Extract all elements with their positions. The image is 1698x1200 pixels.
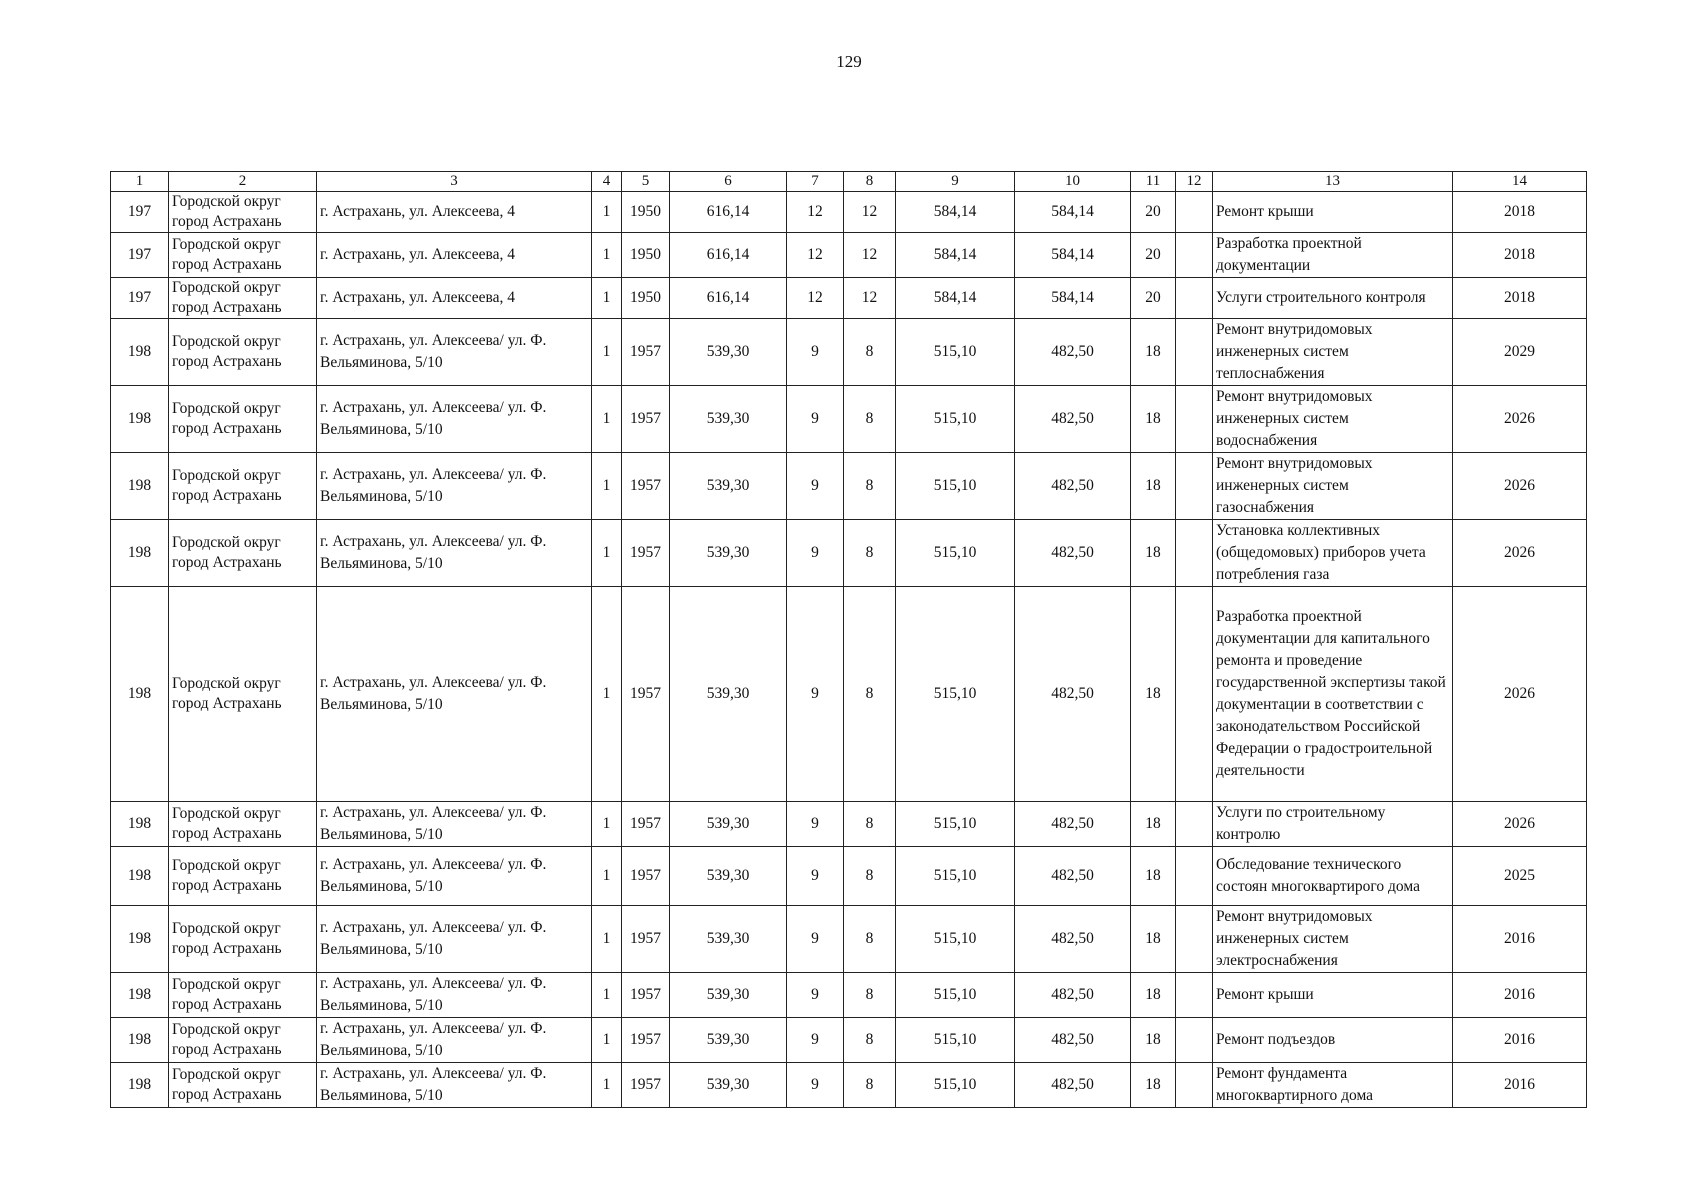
cell-year-built: 1957 <box>622 319 670 386</box>
cell-col-4: 1 <box>592 1063 622 1108</box>
cell-work-type: Ремонт крыши <box>1213 973 1453 1018</box>
cell-municipality: Городской округ город Астрахань <box>169 233 317 278</box>
cell-col-11: 18 <box>1131 973 1176 1018</box>
table-row <box>111 386 1587 453</box>
cell-row-number: 198 <box>111 520 169 587</box>
cell-planned-year: 2018 <box>1453 192 1587 233</box>
cell-area-10: 482,50 <box>1015 453 1131 520</box>
cell-col-8: 8 <box>844 520 896 587</box>
table-row <box>111 1018 1587 1063</box>
cell-col-4: 1 <box>592 520 622 587</box>
cell-col-11: 18 <box>1131 520 1176 587</box>
cell-total-area: 616,14 <box>670 233 787 278</box>
cell-total-area: 539,30 <box>670 906 787 973</box>
cell-area-9: 584,14 <box>896 278 1015 319</box>
cell-work-type: Услуги по строительному контролю <box>1213 802 1453 847</box>
cell-municipality: Городской округ город Астрахань <box>169 192 317 233</box>
cell-col-4: 1 <box>592 453 622 520</box>
cell-work-type: Услуги строительного контроля <box>1213 278 1453 319</box>
cell-area-9: 515,10 <box>896 802 1015 847</box>
cell-row-number: 197 <box>111 192 169 233</box>
cell-address: г. Астрахань, ул. Алексеева/ ул. Ф. Вельяминова, 5/10 <box>317 520 592 587</box>
cell-area-9: 515,10 <box>896 453 1015 520</box>
cell-row-number: 197 <box>111 233 169 278</box>
cell-planned-year: 2018 <box>1453 278 1587 319</box>
cell-total-area: 616,14 <box>670 278 787 319</box>
cell-total-area: 539,30 <box>670 1063 787 1108</box>
cell-area-9: 515,10 <box>896 1018 1015 1063</box>
table-row <box>111 319 1587 386</box>
cell-col-7: 9 <box>787 520 844 587</box>
cell-address: г. Астрахань, ул. Алексеева, 4 <box>317 192 592 233</box>
cell-year-built: 1957 <box>622 847 670 906</box>
cell-col-8: 8 <box>844 906 896 973</box>
cell-address: г. Астрахань, ул. Алексеева/ ул. Ф. Вельяминова, 5/10 <box>317 319 592 386</box>
cell-municipality: Городской округ город Астрахань <box>169 1063 317 1108</box>
cell-municipality: Городской округ город Астрахань <box>169 319 317 386</box>
cell-area-10: 482,50 <box>1015 386 1131 453</box>
cell-col-7: 9 <box>787 1018 844 1063</box>
cell-total-area: 539,30 <box>670 1018 787 1063</box>
cell-col-8: 8 <box>844 587 896 802</box>
header-row <box>111 172 1587 192</box>
cell-col-11: 18 <box>1131 1063 1176 1108</box>
cell-col-8: 12 <box>844 278 896 319</box>
cell-municipality: Городской округ город Астрахань <box>169 973 317 1018</box>
cell-area-10: 482,50 <box>1015 1018 1131 1063</box>
cell-total-area: 539,30 <box>670 453 787 520</box>
cell-work-type: Обследование технического состоян многоквартирого дома <box>1213 847 1453 906</box>
table-row <box>111 587 1587 802</box>
cell-col-12 <box>1176 233 1213 278</box>
cell-row-number: 198 <box>111 1063 169 1108</box>
cell-year-built: 1957 <box>622 1018 670 1063</box>
cell-col-11: 20 <box>1131 278 1176 319</box>
cell-area-10: 584,14 <box>1015 278 1131 319</box>
cell-planned-year: 2029 <box>1453 319 1587 386</box>
cell-col-11: 18 <box>1131 906 1176 973</box>
cell-col-4: 1 <box>592 847 622 906</box>
cell-col-4: 1 <box>592 906 622 973</box>
cell-col-11: 18 <box>1131 1018 1176 1063</box>
cell-col-12 <box>1176 1063 1213 1108</box>
cell-col-7: 9 <box>787 847 844 906</box>
column-header-1: 1 <box>111 172 169 192</box>
cell-row-number: 198 <box>111 973 169 1018</box>
cell-work-type: Ремонт внутридомовых инженерных систем водоснабжения <box>1213 386 1453 453</box>
cell-col-12 <box>1176 847 1213 906</box>
cell-area-10: 482,50 <box>1015 847 1131 906</box>
cell-col-8: 8 <box>844 386 896 453</box>
cell-col-11: 20 <box>1131 192 1176 233</box>
cell-col-12 <box>1176 1018 1213 1063</box>
cell-work-type: Установка коллективных (общедомовых) приборов учета потребления газа <box>1213 520 1453 587</box>
column-header-5: 5 <box>622 172 670 192</box>
cell-col-4: 1 <box>592 802 622 847</box>
cell-planned-year: 2026 <box>1453 520 1587 587</box>
cell-address: г. Астрахань, ул. Алексеева/ ул. Ф. Вельяминова, 5/10 <box>317 1018 592 1063</box>
page-number: 129 <box>836 52 862 71</box>
cell-work-type: Ремонт внутридомовых инженерных систем электроснабжения <box>1213 906 1453 973</box>
cell-area-9: 584,14 <box>896 192 1015 233</box>
column-header-14: 14 <box>1453 172 1587 192</box>
cell-area-10: 482,50 <box>1015 520 1131 587</box>
table-row <box>111 453 1587 520</box>
cell-col-8: 8 <box>844 973 896 1018</box>
column-header-2: 2 <box>169 172 317 192</box>
table-row <box>111 906 1587 973</box>
column-header-12: 12 <box>1176 172 1213 192</box>
column-header-6: 6 <box>670 172 787 192</box>
cell-year-built: 1950 <box>622 192 670 233</box>
cell-row-number: 198 <box>111 1018 169 1063</box>
cell-col-7: 9 <box>787 386 844 453</box>
cell-area-9: 515,10 <box>896 973 1015 1018</box>
cell-area-10: 482,50 <box>1015 906 1131 973</box>
cell-col-11: 18 <box>1131 386 1176 453</box>
cell-col-8: 12 <box>844 233 896 278</box>
cell-col-12 <box>1176 973 1213 1018</box>
cell-year-built: 1957 <box>622 587 670 802</box>
cell-area-9: 515,10 <box>896 906 1015 973</box>
cell-area-10: 482,50 <box>1015 802 1131 847</box>
cell-col-11: 18 <box>1131 453 1176 520</box>
cell-col-8: 8 <box>844 847 896 906</box>
cell-municipality: Городской округ город Астрахань <box>169 906 317 973</box>
cell-total-area: 539,30 <box>670 587 787 802</box>
cell-col-7: 12 <box>787 278 844 319</box>
cell-area-10: 482,50 <box>1015 319 1131 386</box>
table-row <box>111 278 1587 319</box>
cell-row-number: 198 <box>111 587 169 802</box>
cell-row-number: 198 <box>111 847 169 906</box>
cell-total-area: 539,30 <box>670 319 787 386</box>
cell-col-7: 9 <box>787 973 844 1018</box>
cell-municipality: Городской округ город Астрахань <box>169 1018 317 1063</box>
cell-address: г. Астрахань, ул. Алексеева/ ул. Ф. Вельяминова, 5/10 <box>317 1063 592 1108</box>
cell-work-type: Разработка проектной документации <box>1213 233 1453 278</box>
cell-col-7: 12 <box>787 192 844 233</box>
cell-planned-year: 2016 <box>1453 1063 1587 1108</box>
cell-planned-year: 2026 <box>1453 386 1587 453</box>
cell-year-built: 1957 <box>622 386 670 453</box>
cell-municipality: Городской округ город Астрахань <box>169 453 317 520</box>
cell-row-number: 198 <box>111 319 169 386</box>
cell-municipality: Городской округ город Астрахань <box>169 847 317 906</box>
cell-work-type: Ремонт подъездов <box>1213 1018 1453 1063</box>
cell-work-type: Ремонт крыши <box>1213 192 1453 233</box>
cell-work-type: Ремонт внутридомовых инженерных систем газоснабжения <box>1213 453 1453 520</box>
table-row <box>111 1063 1587 1108</box>
housing-repair-table <box>110 171 1587 1108</box>
cell-year-built: 1957 <box>622 1063 670 1108</box>
cell-col-8: 8 <box>844 1063 896 1108</box>
cell-address: г. Астрахань, ул. Алексеева/ ул. Ф. Вельяминова, 5/10 <box>317 973 592 1018</box>
cell-row-number: 197 <box>111 278 169 319</box>
table-row <box>111 520 1587 587</box>
cell-col-7: 9 <box>787 453 844 520</box>
cell-planned-year: 2026 <box>1453 802 1587 847</box>
cell-col-4: 1 <box>592 192 622 233</box>
cell-work-type: Разработка проектной документации для капитального ремонта и проведение государственной экспертизы такой документации в соответствии с законодательством Российской Федерации о градостроительной деятельности <box>1213 587 1453 802</box>
cell-year-built: 1957 <box>622 453 670 520</box>
column-header-4: 4 <box>592 172 622 192</box>
cell-area-9: 584,14 <box>896 233 1015 278</box>
cell-col-8: 12 <box>844 192 896 233</box>
cell-planned-year: 2016 <box>1453 1018 1587 1063</box>
cell-area-9: 515,10 <box>896 386 1015 453</box>
cell-col-4: 1 <box>592 319 622 386</box>
cell-col-12 <box>1176 319 1213 386</box>
cell-planned-year: 2025 <box>1453 847 1587 906</box>
cell-address: г. Астрахань, ул. Алексеева/ ул. Ф. Вельяминова, 5/10 <box>317 587 592 802</box>
cell-col-7: 9 <box>787 802 844 847</box>
cell-address: г. Астрахань, ул. Алексеева/ ул. Ф. Вельяминова, 5/10 <box>317 386 592 453</box>
table-row <box>111 192 1587 233</box>
cell-col-12 <box>1176 520 1213 587</box>
cell-col-12 <box>1176 192 1213 233</box>
cell-col-4: 1 <box>592 233 622 278</box>
table-row <box>111 973 1587 1018</box>
cell-year-built: 1957 <box>622 906 670 973</box>
cell-col-8: 8 <box>844 802 896 847</box>
cell-area-9: 515,10 <box>896 520 1015 587</box>
cell-work-type: Ремонт внутридомовых инженерных систем теплоснабжения <box>1213 319 1453 386</box>
cell-planned-year: 2016 <box>1453 973 1587 1018</box>
cell-col-11: 20 <box>1131 233 1176 278</box>
cell-year-built: 1957 <box>622 520 670 587</box>
cell-total-area: 616,14 <box>670 192 787 233</box>
cell-row-number: 198 <box>111 386 169 453</box>
cell-area-10: 482,50 <box>1015 973 1131 1018</box>
cell-year-built: 1950 <box>622 233 670 278</box>
cell-col-4: 1 <box>592 278 622 319</box>
column-header-13: 13 <box>1213 172 1453 192</box>
cell-year-built: 1950 <box>622 278 670 319</box>
column-header-3: 3 <box>317 172 592 192</box>
cell-address: г. Астрахань, ул. Алексеева, 4 <box>317 278 592 319</box>
cell-total-area: 539,30 <box>670 386 787 453</box>
cell-col-12 <box>1176 587 1213 802</box>
cell-col-4: 1 <box>592 1018 622 1063</box>
cell-total-area: 539,30 <box>670 520 787 587</box>
cell-area-9: 515,10 <box>896 587 1015 802</box>
cell-address: г. Астрахань, ул. Алексеева/ ул. Ф. Вельяминова, 5/10 <box>317 906 592 973</box>
column-header-8: 8 <box>844 172 896 192</box>
cell-total-area: 539,30 <box>670 973 787 1018</box>
cell-planned-year: 2016 <box>1453 906 1587 973</box>
cell-col-12 <box>1176 906 1213 973</box>
column-header-11: 11 <box>1131 172 1176 192</box>
cell-col-11: 18 <box>1131 587 1176 802</box>
cell-col-4: 1 <box>592 587 622 802</box>
cell-col-11: 18 <box>1131 802 1176 847</box>
column-header-9: 9 <box>896 172 1015 192</box>
cell-col-11: 18 <box>1131 847 1176 906</box>
cell-municipality: Городской округ город Астрахань <box>169 386 317 453</box>
cell-address: г. Астрахань, ул. Алексеева/ ул. Ф. Вельяминова, 5/10 <box>317 847 592 906</box>
cell-municipality: Городской округ город Астрахань <box>169 520 317 587</box>
cell-col-4: 1 <box>592 386 622 453</box>
cell-col-11: 18 <box>1131 319 1176 386</box>
cell-municipality: Городской округ город Астрахань <box>169 278 317 319</box>
cell-col-8: 8 <box>844 319 896 386</box>
cell-col-12 <box>1176 386 1213 453</box>
cell-municipality: Городской округ город Астрахань <box>169 802 317 847</box>
column-header-7: 7 <box>787 172 844 192</box>
cell-col-12 <box>1176 453 1213 520</box>
cell-col-8: 8 <box>844 1018 896 1063</box>
cell-col-7: 9 <box>787 906 844 973</box>
column-header-10: 10 <box>1015 172 1131 192</box>
cell-area-10: 584,14 <box>1015 233 1131 278</box>
cell-col-4: 1 <box>592 973 622 1018</box>
cell-work-type: Ремонт фундамента многоквартирного дома <box>1213 1063 1453 1108</box>
cell-col-8: 8 <box>844 453 896 520</box>
cell-year-built: 1957 <box>622 802 670 847</box>
cell-address: г. Астрахань, ул. Алексеева/ ул. Ф. Вельяминова, 5/10 <box>317 802 592 847</box>
cell-area-10: 482,50 <box>1015 587 1131 802</box>
cell-col-12 <box>1176 278 1213 319</box>
cell-row-number: 198 <box>111 906 169 973</box>
table-row <box>111 847 1587 906</box>
cell-municipality: Городской округ город Астрахань <box>169 587 317 802</box>
table-body <box>111 192 1587 1108</box>
cell-planned-year: 2026 <box>1453 587 1587 802</box>
cell-address: г. Астрахань, ул. Алексеева, 4 <box>317 233 592 278</box>
cell-area-10: 482,50 <box>1015 1063 1131 1108</box>
cell-area-9: 515,10 <box>896 1063 1015 1108</box>
cell-col-7: 12 <box>787 233 844 278</box>
cell-row-number: 198 <box>111 453 169 520</box>
cell-area-9: 515,10 <box>896 847 1015 906</box>
cell-col-7: 9 <box>787 1063 844 1108</box>
cell-col-7: 9 <box>787 319 844 386</box>
cell-total-area: 539,30 <box>670 847 787 906</box>
cell-planned-year: 2018 <box>1453 233 1587 278</box>
cell-area-9: 515,10 <box>896 319 1015 386</box>
cell-total-area: 539,30 <box>670 802 787 847</box>
table-row <box>111 233 1587 278</box>
cell-area-10: 584,14 <box>1015 192 1131 233</box>
cell-address: г. Астрахань, ул. Алексеева/ ул. Ф. Вельяминова, 5/10 <box>317 453 592 520</box>
cell-row-number: 198 <box>111 802 169 847</box>
cell-year-built: 1957 <box>622 973 670 1018</box>
table-row <box>111 802 1587 847</box>
cell-planned-year: 2026 <box>1453 453 1587 520</box>
cell-col-7: 9 <box>787 587 844 802</box>
cell-col-12 <box>1176 802 1213 847</box>
